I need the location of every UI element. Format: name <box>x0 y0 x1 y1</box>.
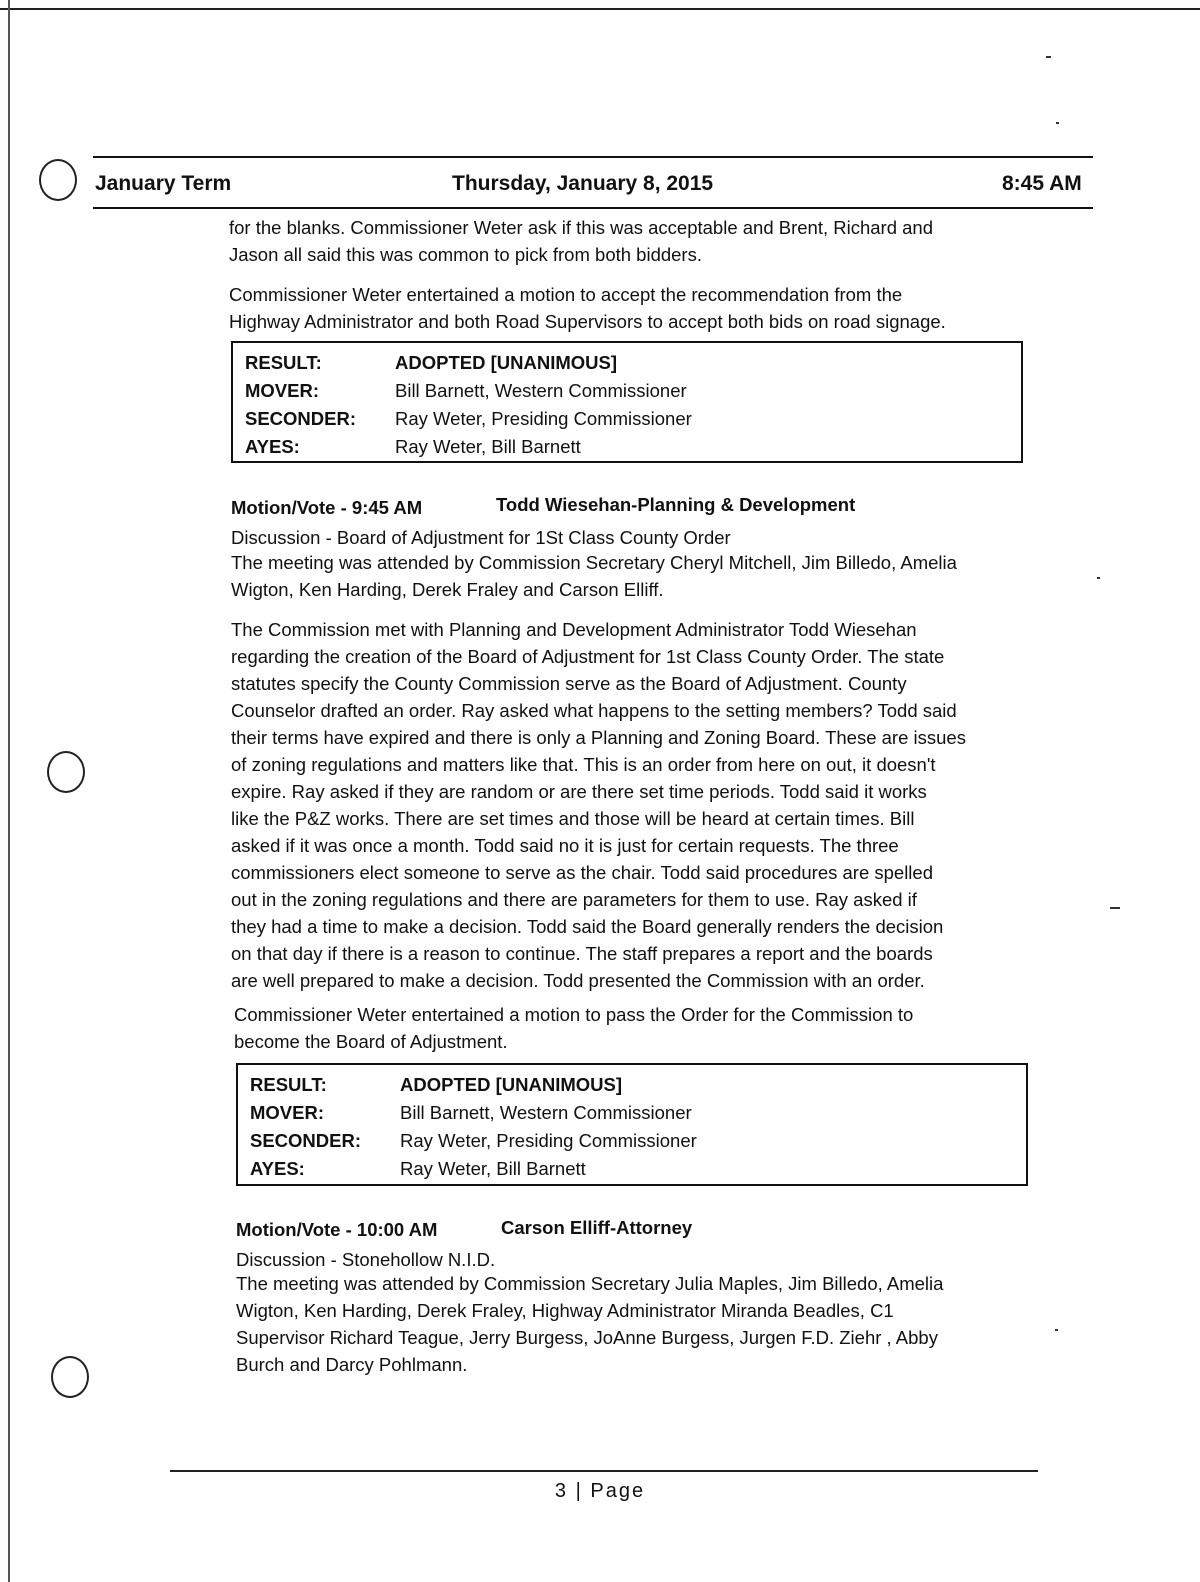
seconder-label: SECONDER: <box>245 408 357 429</box>
mover-label: MOVER: <box>245 380 319 401</box>
text-line: The meeting was attended by Commission Secretary Julia Maples, Jim Billedo, Amelia <box>236 1273 944 1294</box>
result-row <box>245 349 1009 377</box>
seconder-value: Ray Weter, Presiding Commissioner <box>400 1130 697 1151</box>
result-value: ADOPTED [UNANIMOUS] <box>395 352 617 373</box>
text-line: they had a time to make a decision. Todd said the Board generally renders the decision <box>231 916 944 937</box>
text-line: Discussion - Board of Adjustment for 1St Class County Order <box>231 527 731 548</box>
mover-value: Bill Barnett, Western Commissioner <box>400 1102 692 1123</box>
text-line: are well prepared to make a decision. Todd presented the Commission with an order. <box>231 970 925 991</box>
date-label: Thursday, January 8, 2015 <box>452 172 714 195</box>
text-line: The Commission met with Planning and Development Administrator Todd Wiesehan <box>231 619 917 640</box>
result-label: RESULT: <box>245 352 322 373</box>
text-line: Wigton, Ken Harding, Derek Fraley, Highway Administrator Miranda Beadles, C1 <box>236 1300 894 1321</box>
vote-result-box <box>231 341 1023 463</box>
result-row <box>250 1071 1014 1099</box>
result-value: ADOPTED [UNANIMOUS] <box>400 1074 622 1095</box>
text-line: on that day if there is a reason to continue. The staff prepares a report and the boards <box>231 943 933 964</box>
ayes-label: AYES: <box>250 1158 305 1179</box>
time-label: 8:45 AM <box>1002 172 1082 195</box>
page-border <box>0 8 1200 10</box>
footer-rule <box>170 1470 1038 1472</box>
scan-speck <box>1097 577 1100 579</box>
vote-result-box <box>236 1063 1028 1186</box>
motion-heading-time: Motion/Vote - 10:00 AM <box>236 1219 438 1240</box>
punch-hole <box>51 1356 89 1398</box>
intro-paragraph <box>229 214 1039 268</box>
mover-label: MOVER: <box>250 1102 324 1123</box>
ayes-label: AYES: <box>245 436 300 457</box>
body-paragraph <box>231 616 1051 994</box>
seconder-row <box>250 1127 1014 1155</box>
discussion-line <box>236 1246 1046 1273</box>
seconder-label: SECONDER: <box>250 1130 362 1151</box>
text-line: Discussion - Stonehollow N.I.D. <box>236 1249 496 1270</box>
term-label: January Term <box>95 172 232 195</box>
attendance-paragraph <box>231 549 1041 603</box>
seconder-value: Ray Weter, Presiding Commissioner <box>395 408 692 429</box>
seconder-row <box>245 405 1009 433</box>
text-line: expire. Ray asked if they are random or are there set time periods. Todd said it works <box>231 781 927 802</box>
mover-row <box>250 1099 1014 1127</box>
motion-paragraph <box>229 281 1039 335</box>
discussion-line <box>231 524 1041 551</box>
result-label: RESULT: <box>250 1074 327 1095</box>
page-border <box>8 0 10 1582</box>
text-line: statutes specify the County Commission serve as the Board of Adjustment. County <box>231 673 907 694</box>
motion-heading-topic: Todd Wiesehan-Planning & Development <box>496 494 856 515</box>
text-line: Commissioner Weter entertained a motion to accept the recommendation from the <box>229 284 903 305</box>
scan-speck <box>1110 907 1120 909</box>
text-line: asked if it was once a month. Todd said no it is just for certain requests. The three <box>231 835 899 856</box>
text-line: for the blanks. Commissioner Weter ask if this was acceptable and Brent, Richard and <box>229 217 934 238</box>
ayes-row <box>245 433 1009 461</box>
text-line: Burch and Darcy Pohlmann. <box>236 1354 468 1375</box>
ayes-value: Ray Weter, Bill Barnett <box>395 436 581 457</box>
text-line: Commissioner Weter entertained a motion to pass the Order for the Commission to <box>234 1004 914 1025</box>
motion-heading-time: Motion/Vote - 9:45 AM <box>231 497 423 518</box>
header-rule <box>93 207 1093 209</box>
scan-speck <box>1046 56 1051 58</box>
text-line: Jason all said this was common to pick from both bidders. <box>229 244 702 265</box>
text-line: like the P&Z works. There are set times and those will be heard at certain times. Bill <box>231 808 915 829</box>
text-line: Wigton, Ken Harding, Derek Fraley and Carson Elliff. <box>231 579 664 600</box>
text-line: commissioners elect someone to serve as the chair. Todd said procedures are spelled <box>231 862 933 883</box>
text-line: Supervisor Richard Teague, Jerry Burgess, JoAnne Burgess, Jurgen F.D. Ziehr , Abby <box>236 1327 938 1348</box>
scan-speck <box>1055 1329 1058 1331</box>
punch-hole <box>47 751 85 793</box>
motion-paragraph <box>234 1001 1044 1055</box>
ayes-value: Ray Weter, Bill Barnett <box>400 1158 586 1179</box>
mover-value: Bill Barnett, Western Commissioner <box>395 380 687 401</box>
text-line: become the Board of Adjustment. <box>234 1031 508 1052</box>
text-line: The meeting was attended by Commission Secretary Cheryl Mitchell, Jim Billedo, Amelia <box>231 552 957 573</box>
text-line: Highway Administrator and both Road Supervisors to accept both bids on road signage. <box>229 311 946 332</box>
text-line: Counselor drafted an order. Ray asked what happens to the setting members? Todd said <box>231 700 957 721</box>
text-line: their terms have expired and there is only a Planning and Zoning Board. These are issues <box>231 727 966 748</box>
attendance-paragraph <box>236 1270 1046 1378</box>
text-line: of zoning regulations and matters like that. This is an order from here on out, it doesn't <box>231 754 936 775</box>
text-line: regarding the creation of the Board of Adjustment for 1st Class County Order. The state <box>231 646 945 667</box>
page-number: 3 | Page <box>554 1480 646 1502</box>
motion-heading-topic: Carson Elliff-Attorney <box>501 1217 693 1238</box>
mover-row <box>245 377 1009 405</box>
ayes-row <box>250 1155 1014 1183</box>
header-rule <box>93 156 1093 158</box>
scan-speck <box>1056 122 1059 124</box>
text-line: out in the zoning regulations and there are parameters for them to use. Ray asked if <box>231 889 917 910</box>
punch-hole <box>39 159 77 201</box>
